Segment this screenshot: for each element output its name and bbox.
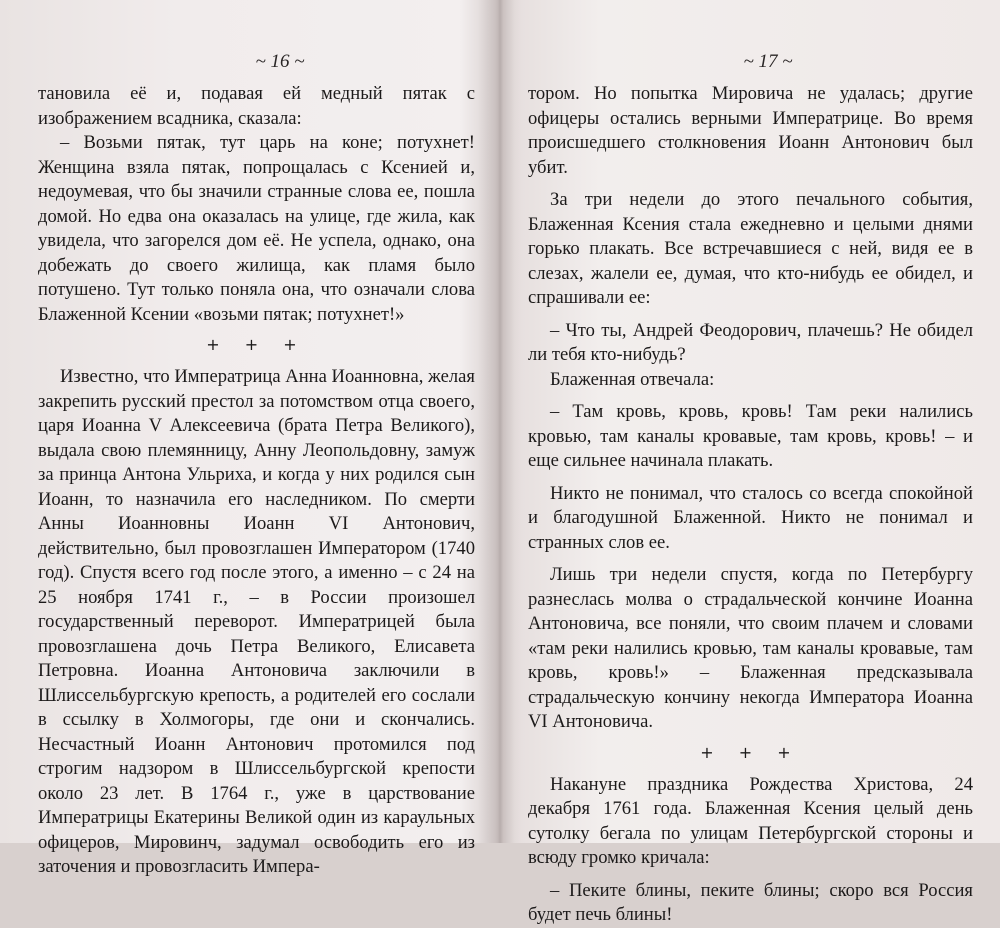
paragraph: За три недели до этого печального события, Блаженная Ксения стала ежедневно и целыми днями горько плакать. Все встречавшиеся с ней, видя ее в слезах, жалели ее, думая, что кто-нибудь ее обидел, и спрашивали ее: xyxy=(528,189,973,308)
paragraph: тановила её и, подавая ей медный пятак с изображением всадника, сказала: xyxy=(38,83,475,129)
paragraph: – Там кровь, кровь, кровь! Там реки налились кровью, там каналы кровавые, там кровь, кровь! – и еще сильнее начинала плакать. xyxy=(528,401,973,471)
paragraph: – Пеките блины, пеките блины; скоро вся Россия будет печь блины! xyxy=(528,879,973,925)
left-page xyxy=(0,0,500,877)
right-page xyxy=(500,0,1000,925)
paragraph: тором. Но попытка Мировича не удалась; другие офицеры остались верными Императрице. Во время происшедшего столкновения Иоанн Антонович был убит. xyxy=(528,83,973,178)
right-page-text xyxy=(528,82,973,928)
section-separator: + + + xyxy=(700,742,801,762)
paragraph: Никто не понимал, что сталось со всегда спокойной и благодушной Блаженной. Никто не понимал и странных слов ее. xyxy=(528,482,973,553)
paragraph: Накануне праздника Рождества Христова, 24 декабря 1761 года. Блаженная Ксения целый день сутолку бегала по улицам Петербургской стороны и всюду громко кричала: xyxy=(528,773,973,868)
paragraph: Блаженная отвечала: xyxy=(550,368,715,390)
paragraph: – Возьми пятак, тут царь на коне; потухнет! Женщина взяла пятак, попрощалась с Ксенией и, недоумевая, что бы значили странные слова ее, пошла домой. Но едва она оказалась на улице, где жила, как увидела, что загорелся дом её. Не успела, однако, она добежать до своего жилища, как пламя было потушено. Тут только поняла она, что означали слова Блаженной Ксении «возьми пятак; потухнет!» xyxy=(38,132,475,325)
left-page-text xyxy=(38,82,475,880)
paragraph: Лишь три недели спустя, когда по Петербургу разнеслась молва о страдальческой кончине Иоанна Антоновича, все поняли, что своим плачем и словами «там реки налились кровью, там каналы кровавые, там кровь, кровь!» – Блаженная предсказывала страдальческую кончину некогда Императора Иоанна VI Антоновича. xyxy=(528,564,973,732)
page-number-right: ~ 17 ~ xyxy=(743,51,793,72)
paragraph: – Что ты, Андрей Феодорович, плачешь? Не обидел ли тебя кто-нибудь? xyxy=(528,319,973,365)
section-separator: + + + xyxy=(206,335,307,354)
page-number-left: ~ 16 ~ xyxy=(255,51,305,72)
paragraph: Известно, что Императрица Анна Иоанновна, желая закрепить русский престол за потомством отца своего, царя Иоанна V Алексеевича (брата Петра Великого), выдала свою племянницу, Анну Леопольдовну, замуж за принца Антона Ульриха, и когда у них родился сын Иоанн, то назначила его наследником. По смерти Анны Иоанновны Иоанн VI Антонович, действительно, был провозглашен Императором (1740 год). Спустя всего год после этого, а именно – с 24 на 25 ноября 1741 г., – в России произошел государственный переворот. Императрицей была провозглашена дочь Петра Великого, Елисавета Петровна. Иоанна Антоновича заключили в Шлиссельбургскую крепость, а родителей его сослали в ссылку в Холмогоры, где они и скончались. Несчастный Иоанн Антонович протомился под строгим надзором в Шлиссельбургской крепости около 23 лет. В 1764 г., уже в царствование Императрицы Екатерины Великой один из караульных офицеров, Мировинч, задумал освободить его из заточения и провозгласить Импера- xyxy=(38,366,475,877)
